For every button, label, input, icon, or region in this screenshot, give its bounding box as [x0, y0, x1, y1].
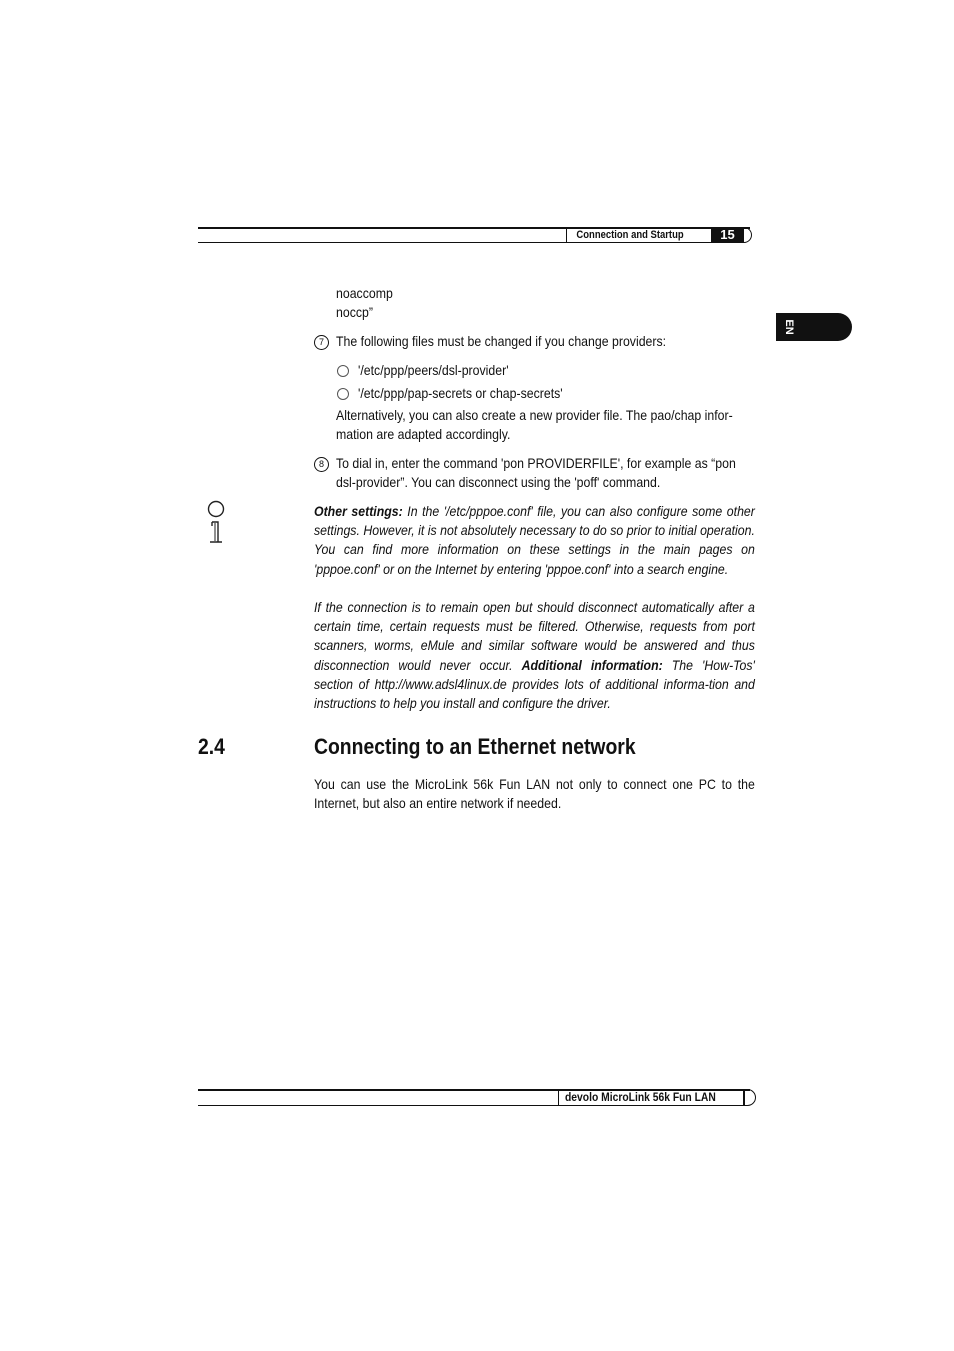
- code-line: noccp”: [336, 304, 373, 320]
- section-body-text: You can use the MicroLink 56k Fun LAN not only to connect one PC to the Internet, but also an entire network if needed.: [314, 776, 755, 812]
- language-tab-label: EN: [783, 319, 795, 335]
- info-text: If the connection is to remain open but should disconnect automatically after a certain time, certain requests must be filtered. Otherwise, requests from port scanners, worms, eMule and similar software would be answered and thus disconnection would never occur.: [314, 599, 755, 673]
- footer-rule-thin: [198, 1105, 562, 1106]
- info-lead: Other settings:: [314, 503, 403, 519]
- step-text: To dial in, enter the command 'pon PROVIDERFILE', for example as “pon: [336, 455, 736, 471]
- running-header-title: Connection and Startup: [576, 229, 684, 241]
- step-text: The following files must be changed if you change providers:: [336, 333, 667, 349]
- page-number: 15: [711, 227, 744, 243]
- section-number: 2.4: [198, 734, 225, 759]
- footer-product-name: devolo MicroLink 56k Fun LAN: [565, 1090, 716, 1104]
- info-paragraph: [314, 502, 755, 579]
- step-text: dsl-provider”. You can disconnect using the 'poff' command.: [336, 474, 661, 490]
- info-icon: [203, 500, 229, 546]
- bullet-item: '/etc/ppp/peers/dsl-provider': [358, 362, 509, 378]
- info-text: The 'How-Tos' section of http://www.adsl4linux.de provides lots of additional informa-tion and instructions to help you install and configure the driver.: [314, 656, 755, 712]
- bullet-item: '/etc/ppp/pap-secrets or chap-secrets': [358, 385, 563, 401]
- code-line: noaccomp: [336, 285, 393, 301]
- step-number-icon: 8: [314, 457, 329, 472]
- bullet-circle-icon: [337, 388, 349, 400]
- section-body: [314, 775, 755, 813]
- step-number-icon: 7: [314, 335, 329, 350]
- section-title: Connecting to an Ethernet network: [314, 734, 636, 759]
- step-note-line: mation are adapted accordingly.: [336, 426, 511, 442]
- step-note-line: Alternatively, you can also create a new provider file. The pao/chap infor-: [336, 407, 733, 423]
- footer-separator: [743, 1091, 745, 1105]
- bullet-circle-icon: [337, 365, 349, 377]
- info-text: In the '/etc/pppoe.conf' file, you can also configure some other settings. However, it is not absolutely necessary to do so prior to initial operation. You can find more information on these settings in the main pages on 'pppoe.conf' or on the Internet by entering 'pppoe.conf' into a search engine.: [314, 503, 755, 577]
- info-lead: Additional information:: [521, 656, 663, 673]
- header-rule-thin: [198, 242, 570, 243]
- info-paragraph: [314, 598, 755, 713]
